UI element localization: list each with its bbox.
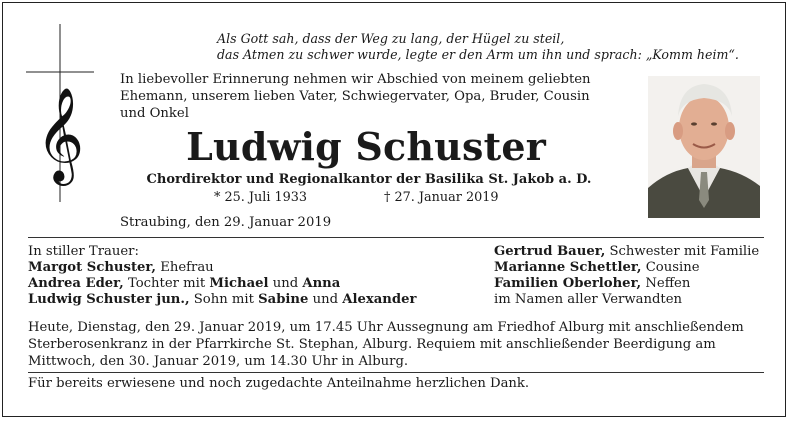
mourner-row xyxy=(494,260,700,276)
service-line-3: Mittwoch, den 30. Januar 2019, um 14.30 Uhr in Alburg. xyxy=(28,354,409,369)
mourners-heading: In stiller Trauer: xyxy=(28,244,139,259)
divider-top xyxy=(28,237,764,238)
mourner-relation: Tochter mit xyxy=(123,276,210,291)
mourner-name: Marianne Schettler, xyxy=(494,260,642,275)
motto-line-2: das Atmen zu schwer wurde, legte er den Arm um ihn und sprach: „Komm heim“. xyxy=(217,47,739,62)
mourner-name: Gertrud Bauer, xyxy=(494,244,606,259)
intro-line-3: und Onkel xyxy=(120,106,189,121)
intro-line-1: In liebevoller Erinnerung nehmen wir Abschied von meinem geliebten xyxy=(120,72,591,87)
divider-bottom xyxy=(28,372,764,373)
svg-text:𝄞: 𝄞 xyxy=(35,87,85,182)
mourner-relation: Schwester mit Familie xyxy=(605,244,760,259)
mourner-row: im Namen aller Verwandten xyxy=(494,292,683,307)
deceased-name: Ludwig Schuster xyxy=(186,124,546,169)
mourner-row xyxy=(494,276,690,292)
mourner-relation: Neffen xyxy=(641,276,691,291)
deceased-title: Chordirektor und Regionalkantor der Basilika St. Jakob a. D. xyxy=(146,172,592,187)
thanks-line: Für bereits erwiesene und noch zugedachte Anteilnahme herzlichen Dank. xyxy=(28,376,530,391)
mourner-row xyxy=(28,292,416,308)
intro-line-2: Ehemann, unserem lieben Vater, Schwiegervater, Opa, Bruder, Cousin xyxy=(120,89,590,104)
mourner-conjunction: und xyxy=(308,292,343,307)
mourner-name: Andrea Eder, xyxy=(28,276,124,291)
mourner-row xyxy=(28,276,340,292)
mourner-name: Ludwig Schuster jun., xyxy=(28,292,190,307)
mourner-name: Sabine xyxy=(258,292,309,307)
service-line-2: Sterberosenkranz in der Pfarrkirche St. Stephan, Alburg. Requiem mit anschließender Beerdigung am xyxy=(28,337,716,352)
portrait-photo xyxy=(648,76,760,218)
mourner-name: Alexander xyxy=(342,292,417,307)
mourner-name: Familien Oberloher, xyxy=(494,276,642,291)
mourner-relation: Ehefrau xyxy=(156,260,214,275)
mourner-name: Anna xyxy=(302,276,341,291)
mourner-relation: Sohn mit xyxy=(189,292,259,307)
portrait-image xyxy=(648,76,760,218)
mourner-conjunction: und xyxy=(268,276,303,291)
service-line-1: Heute, Dienstag, den 29. Januar 2019, um 17.45 Uhr Aussegnung am Friedhof Alburg mit anschließendem xyxy=(28,320,744,335)
mourner-relation: Cousine xyxy=(641,260,700,275)
mourner-row xyxy=(28,260,214,276)
mourner-row xyxy=(494,244,759,260)
place-date: Straubing, den 29. Januar 2019 xyxy=(120,215,332,230)
mourner-name: Michael xyxy=(209,276,269,291)
death-date: † 27. Januar 2019 xyxy=(384,190,499,205)
birth-date: * 25. Juli 1933 xyxy=(214,190,308,205)
motto-line-1: Als Gott sah, dass der Weg zu lang, der Hügel zu steil, xyxy=(217,31,565,46)
mourner-name: Margot Schuster, xyxy=(28,260,157,275)
